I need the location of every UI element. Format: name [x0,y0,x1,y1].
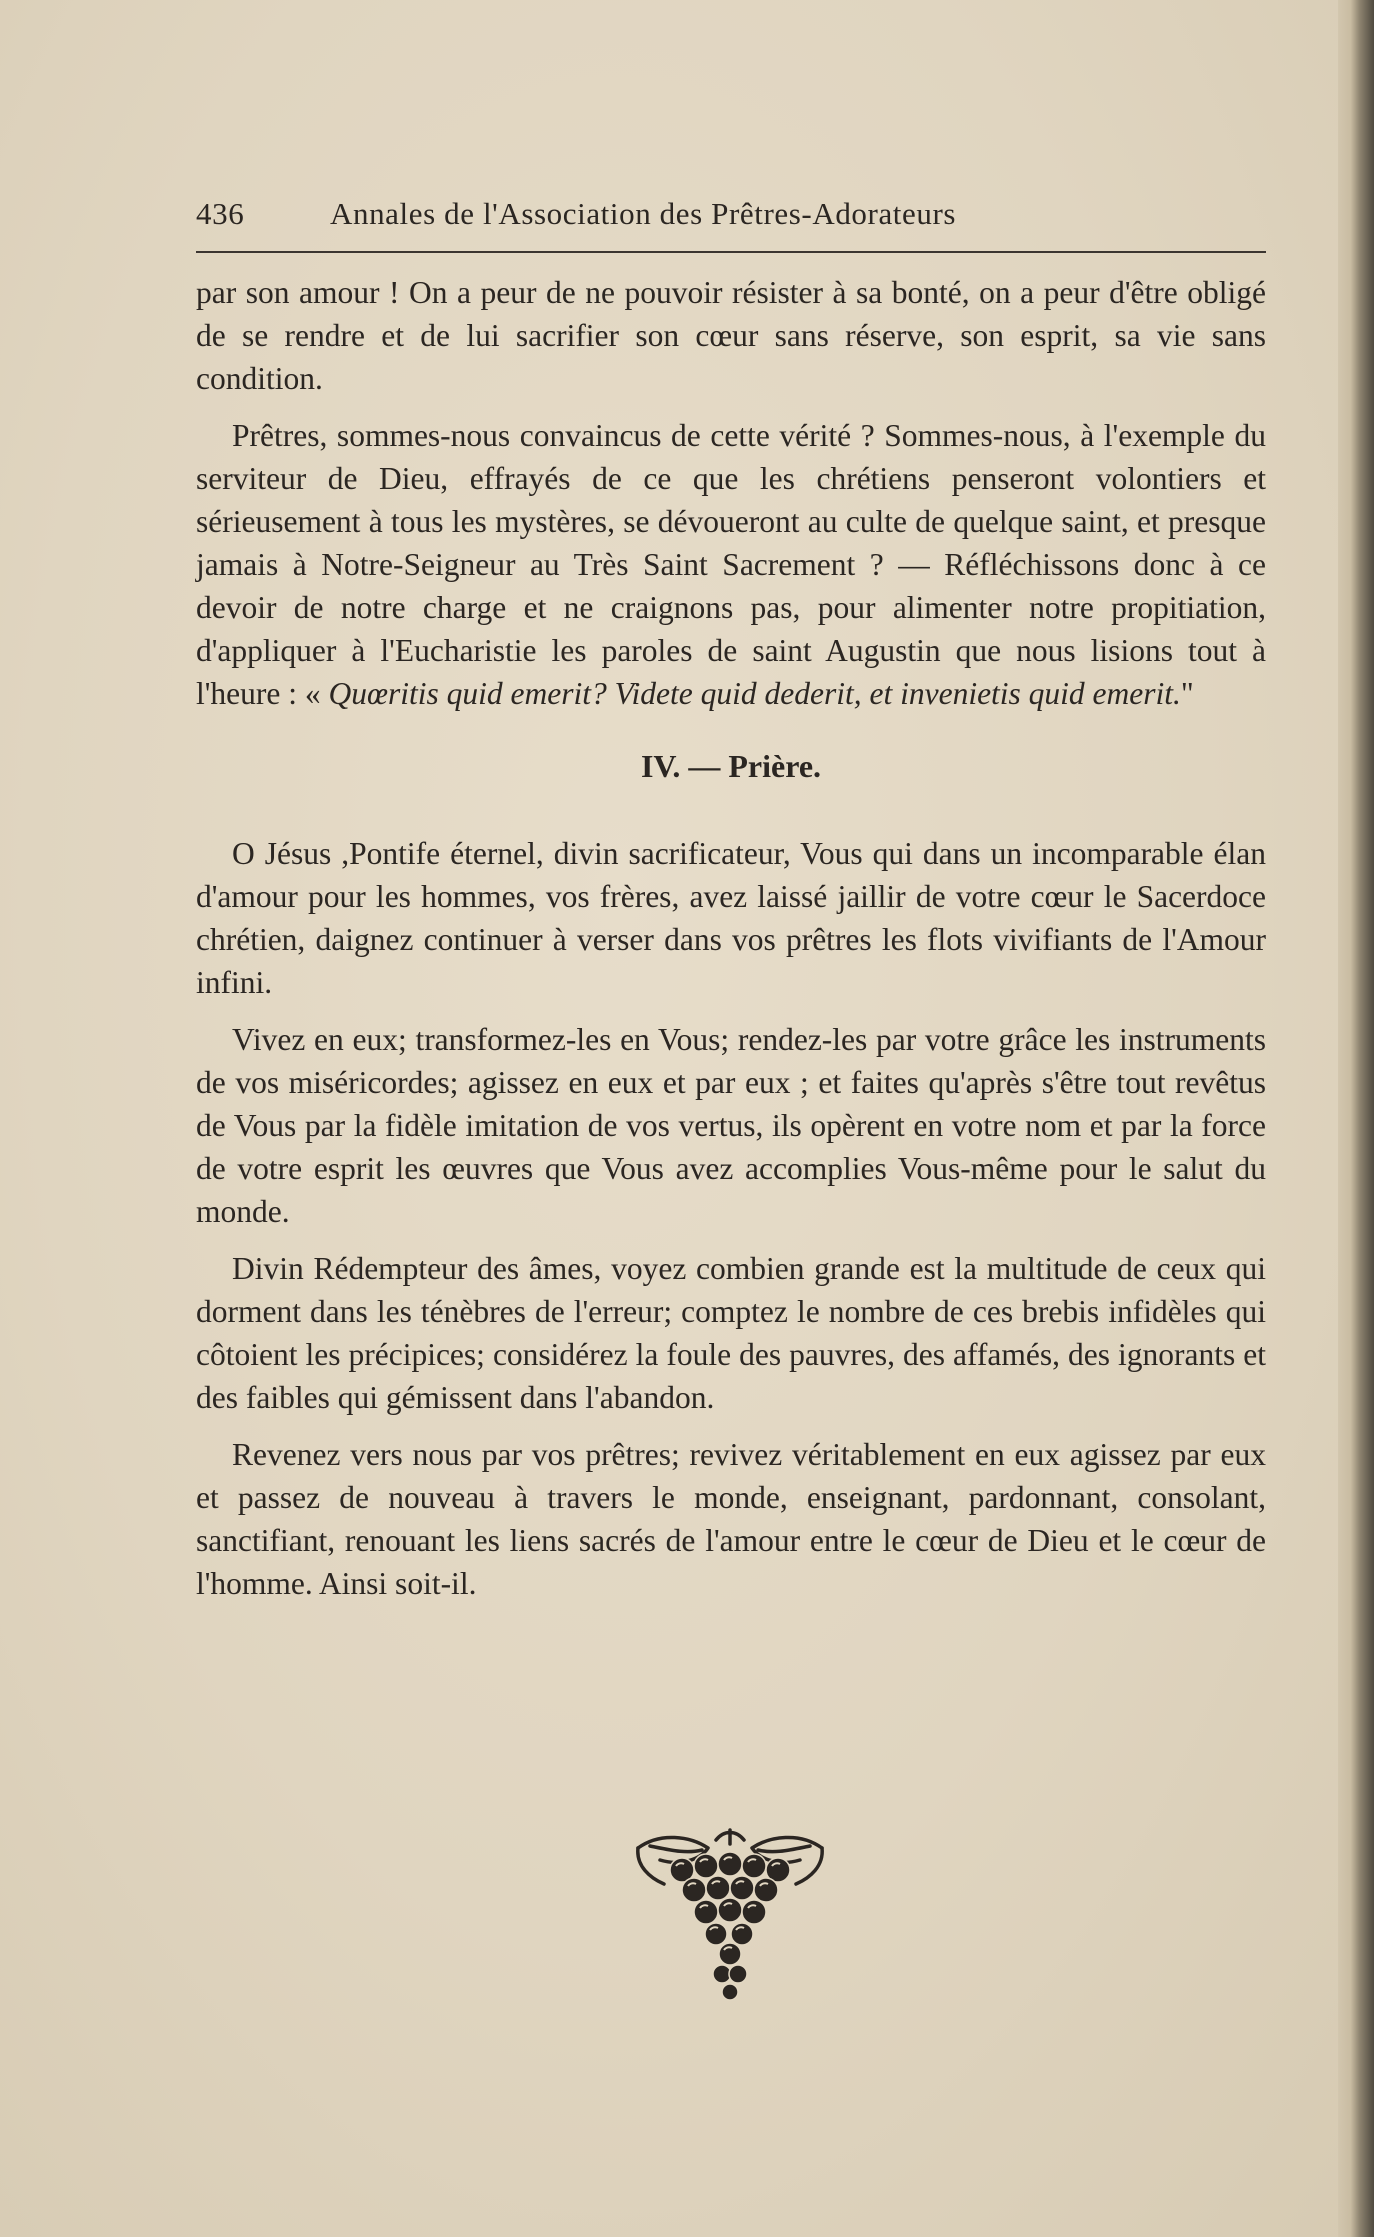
quote-open-mark: « [304,676,329,711]
paragraph-1: par son amour ! On a peur de ne pouvoir résister à sa bonté, on a peur d'être obligé de se rendre et de lui sacrifier son cœur sans réserve, son esprit, sa vie sans condition. [196,275,1266,396]
grape-cluster-icon [630,1826,830,2006]
quote-close-mark: " [1180,676,1194,711]
header-rule [196,251,1266,253]
latin-quote: Quœritis quid emerit? Videte quid dederit, et invenietis quid emerit. [328,676,1181,711]
paragraph-2-text: Prêtres, sommes-nous convaincus de cette vérité ? Sommes-nous, à l'exemple du serviteur de Dieu, effrayés de ce que les chrétiens penseront volontiers et sérieusement à tous les mystères, se dévoueront au culte de quelque saint, et presque jamais à Notre-Seigneur au Très Saint Sacrement ? — Réfléchissons donc à ce devoir de notre charge et ne craignons pas, pour alimenter notre propitiation, d'appliquer à l'Eucharistie les paroles de saint Augustin que nous lisions tout à l'heure : [196,418,1266,711]
prayer-paragraph-3: Divin Rédempteur des âmes, voyez combien grande est la multitude de ceux qui dorment dans les ténèbres de l'erreur; comptez le nombre de ces brebis infidèles qui côtoient les précipices; considérez la foule des pauvres, des affamés, des ignorants et des faibles qui gémissent dans l'abandon. [196,1251,1266,1415]
section-title: IV. — Prière. [640,748,822,784]
page-number: 436 [196,196,245,231]
paragraph-2 [196,414,1266,715]
running-header [196,196,1266,232]
running-title: Annales de l'Association des Prêtres-Adorateurs [330,196,957,231]
page-body [196,271,1266,1619]
page-edge-shadow [1338,0,1374,2237]
prayer-paragraph-4: Revenez vers nous par vos prêtres; revivez véritablement en eux agissez par eux et passez de nouveau à travers le monde, enseignant, pardonnant, consolant, sanctifiant, renouant les liens sacrés de l'amour entre le cœur de Dieu et le cœur de l'homme. Ainsi soit-il. [196,1437,1266,1601]
prayer-paragraph-2: Vivez en eux; transformez-les en Vous; rendez-les par votre grâce les instruments de vos miséricordes; agissez en eux et par eux ; et faites qu'après s'être tout revêtus de Vous par la fidèle imitation de vos vertus, ils opèrent en votre nom et par la force de votre esprit les œuvres que Vous avez accomplies Vous-même pour le salut du monde. [196,1022,1266,1229]
prayer-paragraph-1: O Jésus ,Pontife éternel, divin sacrificateur, Vous qui dans un incomparable élan d'amour pour les hommes, vos frères, avez laissé jaillir de votre cœur le Sacerdoce chrétien, daignez continuer à verser dans vos prêtres les flots vivifiants de l'Amour infini. [196,836,1266,1000]
